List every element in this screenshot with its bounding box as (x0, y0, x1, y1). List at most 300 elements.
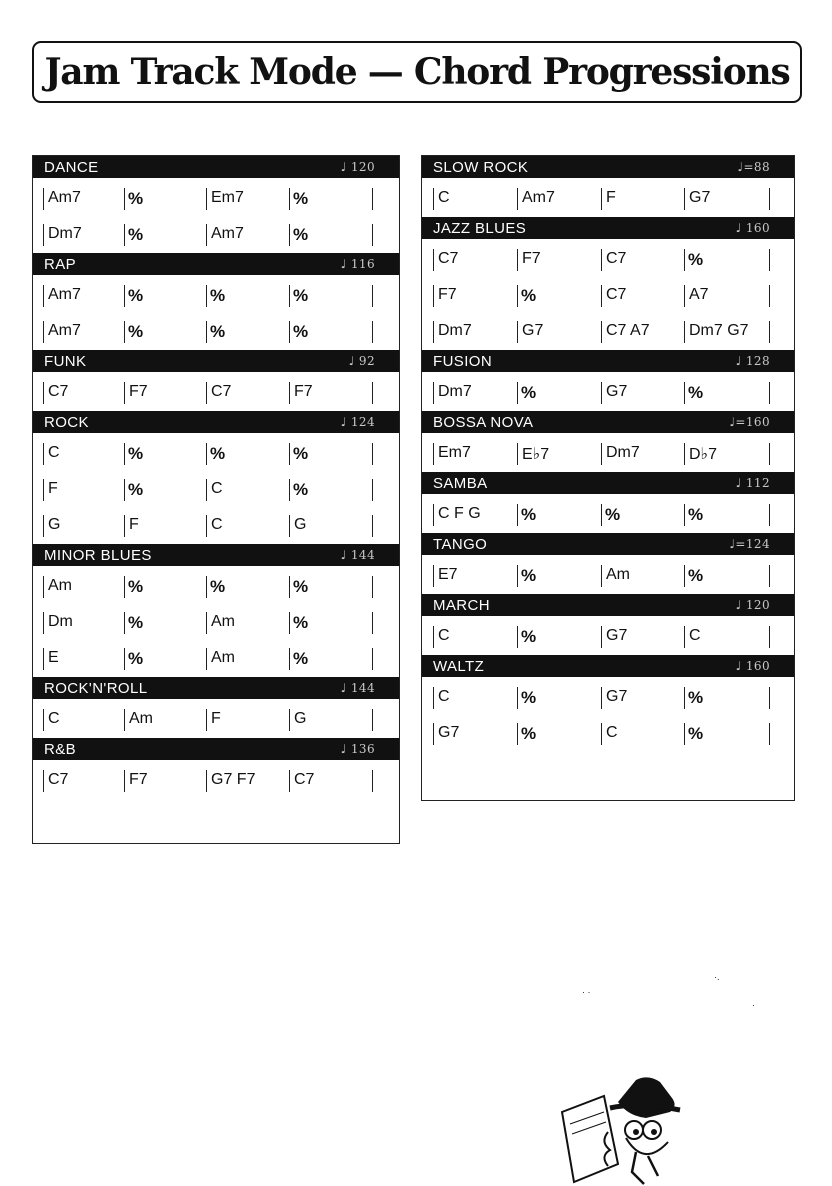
chord: A7 (689, 286, 709, 303)
simile-repeat-icon: % (293, 577, 309, 596)
barline (289, 709, 290, 731)
simile-repeat-icon: % (521, 724, 537, 743)
simile-repeat-icon: % (128, 444, 144, 463)
right-chord-table (421, 155, 795, 801)
barline (124, 224, 125, 246)
section-tango (422, 533, 794, 594)
chord: G7 F7 (211, 771, 256, 788)
chord-row (33, 569, 399, 605)
barline (289, 443, 290, 465)
chord: G7 (438, 724, 460, 741)
chord: Am7 (522, 189, 555, 206)
chord: Dm7 (438, 322, 472, 339)
barline (289, 479, 290, 501)
chord: F7 (129, 771, 148, 788)
speck: ·. (714, 972, 720, 982)
chord: Am7 (48, 286, 81, 303)
chord: C (438, 688, 450, 705)
chord: Am (129, 710, 153, 727)
end-barline (372, 648, 373, 670)
barline (206, 709, 207, 731)
barline (43, 188, 44, 210)
barline (433, 321, 434, 343)
chord-row (422, 680, 794, 716)
section-fusion (422, 350, 794, 411)
style-name: WALTZ (433, 658, 485, 675)
style-name: SAMBA (433, 475, 488, 492)
section-header (33, 677, 399, 699)
barline (206, 382, 207, 404)
simile-repeat-icon: % (293, 286, 309, 305)
barline (684, 321, 685, 343)
simile-repeat-icon: % (293, 649, 309, 668)
simile-repeat-icon: % (210, 444, 226, 463)
chord-row (33, 508, 399, 544)
tempo-marking: ♩ 136 (340, 742, 375, 756)
simile-repeat-icon: % (688, 383, 704, 402)
chord: G (294, 710, 307, 727)
simile-repeat-icon: % (688, 724, 704, 743)
style-name: MARCH (433, 597, 490, 614)
end-barline (769, 626, 770, 648)
chord: F (606, 189, 616, 206)
barline (517, 249, 518, 271)
section-header (422, 472, 794, 494)
barline (601, 382, 602, 404)
chord: Em7 (438, 444, 471, 461)
barline (124, 188, 125, 210)
barline (601, 723, 602, 745)
barline (289, 612, 290, 634)
end-barline (769, 723, 770, 745)
barline (206, 612, 207, 634)
section-waltz (422, 655, 794, 752)
chord: Am (606, 566, 630, 583)
section-slow-rock (422, 156, 794, 217)
end-barline (372, 770, 373, 792)
chord-row (422, 242, 794, 278)
tempo-marking: ♩=124 (729, 537, 770, 551)
tempo-marking: ♩=88 (737, 160, 770, 174)
simile-repeat-icon: % (521, 688, 537, 707)
title-frame (32, 41, 802, 103)
barline (289, 188, 290, 210)
chord: C7 (438, 250, 459, 267)
section-header (422, 655, 794, 677)
chord: C7 (606, 250, 627, 267)
barline (43, 709, 44, 731)
chord: C (438, 627, 450, 644)
end-barline (769, 565, 770, 587)
chord: Am7 (48, 322, 81, 339)
end-barline (769, 443, 770, 465)
chord: Dm7 G7 (689, 322, 749, 339)
chord-row (33, 278, 399, 314)
end-barline (769, 249, 770, 271)
end-barline (372, 576, 373, 598)
section-header (422, 350, 794, 372)
barline (289, 515, 290, 537)
barline (289, 648, 290, 670)
barline (124, 770, 125, 792)
chord-row (33, 702, 399, 738)
barline (684, 504, 685, 526)
barline (684, 249, 685, 271)
page-title: Jam Track Mode — Chord Progressions (44, 51, 790, 93)
end-barline (372, 224, 373, 246)
barline (684, 565, 685, 587)
chord: Dm7 (438, 383, 472, 400)
barline (601, 626, 602, 648)
simile-repeat-icon: % (210, 286, 226, 305)
chord: E♭7 (522, 446, 550, 463)
section-dance (33, 156, 399, 253)
tempo-marking: ♩ 112 (735, 476, 770, 490)
barline (517, 285, 518, 307)
end-barline (372, 443, 373, 465)
barline (517, 321, 518, 343)
style-name: BOSSA NOVA (433, 414, 534, 431)
barline (124, 285, 125, 307)
chord: E7 (438, 566, 458, 583)
chord: D♭7 (689, 446, 717, 463)
simile-repeat-icon: % (128, 286, 144, 305)
chord: C (48, 444, 60, 461)
section-march (422, 594, 794, 655)
barline (43, 443, 44, 465)
simile-repeat-icon: % (521, 286, 537, 305)
barline (601, 321, 602, 343)
barline (43, 224, 44, 246)
chord-row (422, 436, 794, 472)
style-name: JAZZ BLUES (433, 220, 527, 237)
barline (206, 770, 207, 792)
barline (433, 443, 434, 465)
end-barline (769, 285, 770, 307)
simile-repeat-icon: % (210, 322, 226, 341)
left-chord-table (32, 155, 400, 844)
chord: F7 (522, 250, 541, 267)
tempo-marking: ♩ 124 (340, 415, 375, 429)
chord-row (33, 436, 399, 472)
tempo-marking: ♩ 160 (735, 221, 770, 235)
style-name: RAP (44, 256, 77, 273)
chord-row (422, 716, 794, 752)
chord: F7 (438, 286, 457, 303)
chord-row (33, 181, 399, 217)
style-name: SLOW ROCK (433, 159, 529, 176)
chord: C (211, 480, 223, 497)
style-name: FUSION (433, 353, 493, 370)
chord: C (211, 516, 223, 533)
chord: C F G (438, 505, 481, 522)
simile-repeat-icon: % (688, 566, 704, 585)
chord: F (48, 480, 58, 497)
barline (433, 565, 434, 587)
chord: C7 (48, 383, 69, 400)
section-rock-n-roll (33, 677, 399, 738)
chord: C (689, 627, 701, 644)
tempo-marking: ♩ 128 (735, 354, 770, 368)
barline (517, 723, 518, 745)
barline (124, 648, 125, 670)
tempo-marking: ♩=160 (729, 415, 770, 429)
simile-repeat-icon: % (128, 189, 144, 208)
simile-repeat-icon: % (688, 505, 704, 524)
section-rap (33, 253, 399, 350)
barline (206, 576, 207, 598)
barline (684, 687, 685, 709)
chord-row (33, 375, 399, 411)
section-header (422, 533, 794, 555)
barline (601, 285, 602, 307)
section-minor-blues (33, 544, 399, 677)
barline (206, 285, 207, 307)
chord-row (422, 278, 794, 314)
barline (124, 576, 125, 598)
simile-repeat-icon: % (128, 480, 144, 499)
section-header (422, 411, 794, 433)
section-header (33, 544, 399, 566)
chord: F7 (294, 383, 313, 400)
end-barline (372, 188, 373, 210)
section-header (33, 738, 399, 760)
barline (433, 188, 434, 210)
simile-repeat-icon: % (688, 688, 704, 707)
section-r-b (33, 738, 399, 799)
reading-character-illustration (548, 1072, 708, 1186)
style-name: ROCK (44, 414, 89, 431)
barline (124, 612, 125, 634)
barline (289, 382, 290, 404)
chord-row (33, 605, 399, 641)
simile-repeat-icon: % (688, 250, 704, 269)
barline (433, 626, 434, 648)
chord: Dm7 (48, 225, 82, 242)
barline (684, 382, 685, 404)
speck: · (752, 1000, 755, 1010)
end-barline (769, 382, 770, 404)
section-header (33, 350, 399, 372)
barline (43, 479, 44, 501)
simile-repeat-icon: % (293, 189, 309, 208)
barline (517, 504, 518, 526)
chord: C7 (606, 286, 627, 303)
chord: C7 (48, 771, 69, 788)
chord: F7 (129, 383, 148, 400)
simile-repeat-icon: % (293, 444, 309, 463)
simile-repeat-icon: % (521, 383, 537, 402)
end-barline (769, 504, 770, 526)
barline (43, 648, 44, 670)
barline (517, 188, 518, 210)
barline (124, 321, 125, 343)
chord-row (33, 641, 399, 677)
tempo-marking: ♩ 120 (340, 160, 375, 174)
barline (601, 249, 602, 271)
chord: C (606, 724, 618, 741)
barline (289, 321, 290, 343)
chord: G7 (606, 627, 628, 644)
chord-row (422, 375, 794, 411)
barline (601, 687, 602, 709)
end-barline (372, 285, 373, 307)
style-name: ROCK'N'ROLL (44, 680, 148, 697)
chord-row (422, 314, 794, 350)
chord: G (294, 516, 307, 533)
chord: G7 (689, 189, 711, 206)
barline (206, 321, 207, 343)
section-header (422, 594, 794, 616)
barline (289, 224, 290, 246)
barline (43, 382, 44, 404)
chord-row (422, 497, 794, 533)
chord-row (422, 558, 794, 594)
barline (433, 687, 434, 709)
end-barline (372, 479, 373, 501)
simile-repeat-icon: % (128, 322, 144, 341)
barline (433, 504, 434, 526)
barline (601, 565, 602, 587)
section-funk (33, 350, 399, 411)
barline (684, 626, 685, 648)
chord: Em7 (211, 189, 244, 206)
section-header (33, 411, 399, 433)
chord: C7 (211, 383, 232, 400)
section-samba (422, 472, 794, 533)
end-barline (769, 188, 770, 210)
end-barline (372, 709, 373, 731)
barline (289, 576, 290, 598)
tempo-marking: ♩ 160 (735, 659, 770, 673)
chord: E (48, 649, 59, 666)
simile-repeat-icon: % (293, 613, 309, 632)
chord-row (33, 217, 399, 253)
section-bossa-nova (422, 411, 794, 472)
style-name: R&B (44, 741, 77, 758)
chord: C (48, 710, 60, 727)
chord: G7 (606, 383, 628, 400)
end-barline (372, 382, 373, 404)
style-name: MINOR BLUES (44, 547, 152, 564)
end-barline (769, 321, 770, 343)
barline (517, 565, 518, 587)
simile-repeat-icon: % (293, 480, 309, 499)
simile-repeat-icon: % (521, 505, 537, 524)
style-name: FUNK (44, 353, 87, 370)
barline (684, 723, 685, 745)
barline (289, 770, 290, 792)
barline (43, 285, 44, 307)
chord-row (33, 763, 399, 799)
simile-repeat-icon: % (605, 505, 621, 524)
simile-repeat-icon: % (128, 225, 144, 244)
section-rock (33, 411, 399, 544)
barline (206, 224, 207, 246)
barline (433, 285, 434, 307)
end-barline (372, 321, 373, 343)
chord: F (129, 516, 139, 533)
simile-repeat-icon: % (128, 613, 144, 632)
chord: Am7 (48, 189, 81, 206)
chord: F (211, 710, 221, 727)
chord-row (33, 314, 399, 350)
barline (289, 285, 290, 307)
chord: Dm (48, 613, 73, 630)
barline (206, 515, 207, 537)
barline (517, 382, 518, 404)
end-barline (372, 612, 373, 634)
barline (43, 515, 44, 537)
barline (206, 443, 207, 465)
barline (206, 479, 207, 501)
barline (43, 321, 44, 343)
chord: C7 A7 (606, 322, 650, 339)
chord: C (438, 189, 450, 206)
chord: Am (211, 649, 235, 666)
simile-repeat-icon: % (293, 322, 309, 341)
style-name: DANCE (44, 159, 99, 176)
section-header (33, 156, 399, 178)
tempo-marking: ♩ 116 (340, 257, 375, 271)
barline (601, 504, 602, 526)
barline (684, 285, 685, 307)
section-jazz-blues (422, 217, 794, 350)
barline (43, 770, 44, 792)
chord: Am (48, 577, 72, 594)
style-name: TANGO (433, 536, 488, 553)
chord: Am7 (211, 225, 244, 242)
simile-repeat-icon: % (521, 627, 537, 646)
chord-row (422, 619, 794, 655)
barline (517, 626, 518, 648)
chord: Am (211, 613, 235, 630)
barline (517, 443, 518, 465)
section-header (422, 156, 794, 178)
chord: G7 (522, 322, 544, 339)
barline (433, 249, 434, 271)
barline (124, 382, 125, 404)
barline (601, 188, 602, 210)
barline (684, 443, 685, 465)
chord: Dm7 (606, 444, 640, 461)
barline (517, 687, 518, 709)
barline (124, 443, 125, 465)
tempo-marking: ♩ 92 (348, 354, 375, 368)
simile-repeat-icon: % (128, 649, 144, 668)
barline (124, 515, 125, 537)
simile-repeat-icon: % (210, 577, 226, 596)
barline (433, 382, 434, 404)
chord: G (48, 516, 61, 533)
end-barline (769, 687, 770, 709)
tempo-marking: ♩ 144 (340, 548, 375, 562)
barline (43, 576, 44, 598)
barline (433, 723, 434, 745)
barline (124, 479, 125, 501)
barline (206, 648, 207, 670)
chord-row (422, 181, 794, 217)
simile-repeat-icon: % (128, 577, 144, 596)
barline (206, 188, 207, 210)
chord: C7 (294, 771, 315, 788)
barline (43, 612, 44, 634)
end-barline (372, 515, 373, 537)
simile-repeat-icon: % (293, 225, 309, 244)
chord-row (33, 472, 399, 508)
speck: · · (582, 987, 591, 997)
barline (601, 443, 602, 465)
